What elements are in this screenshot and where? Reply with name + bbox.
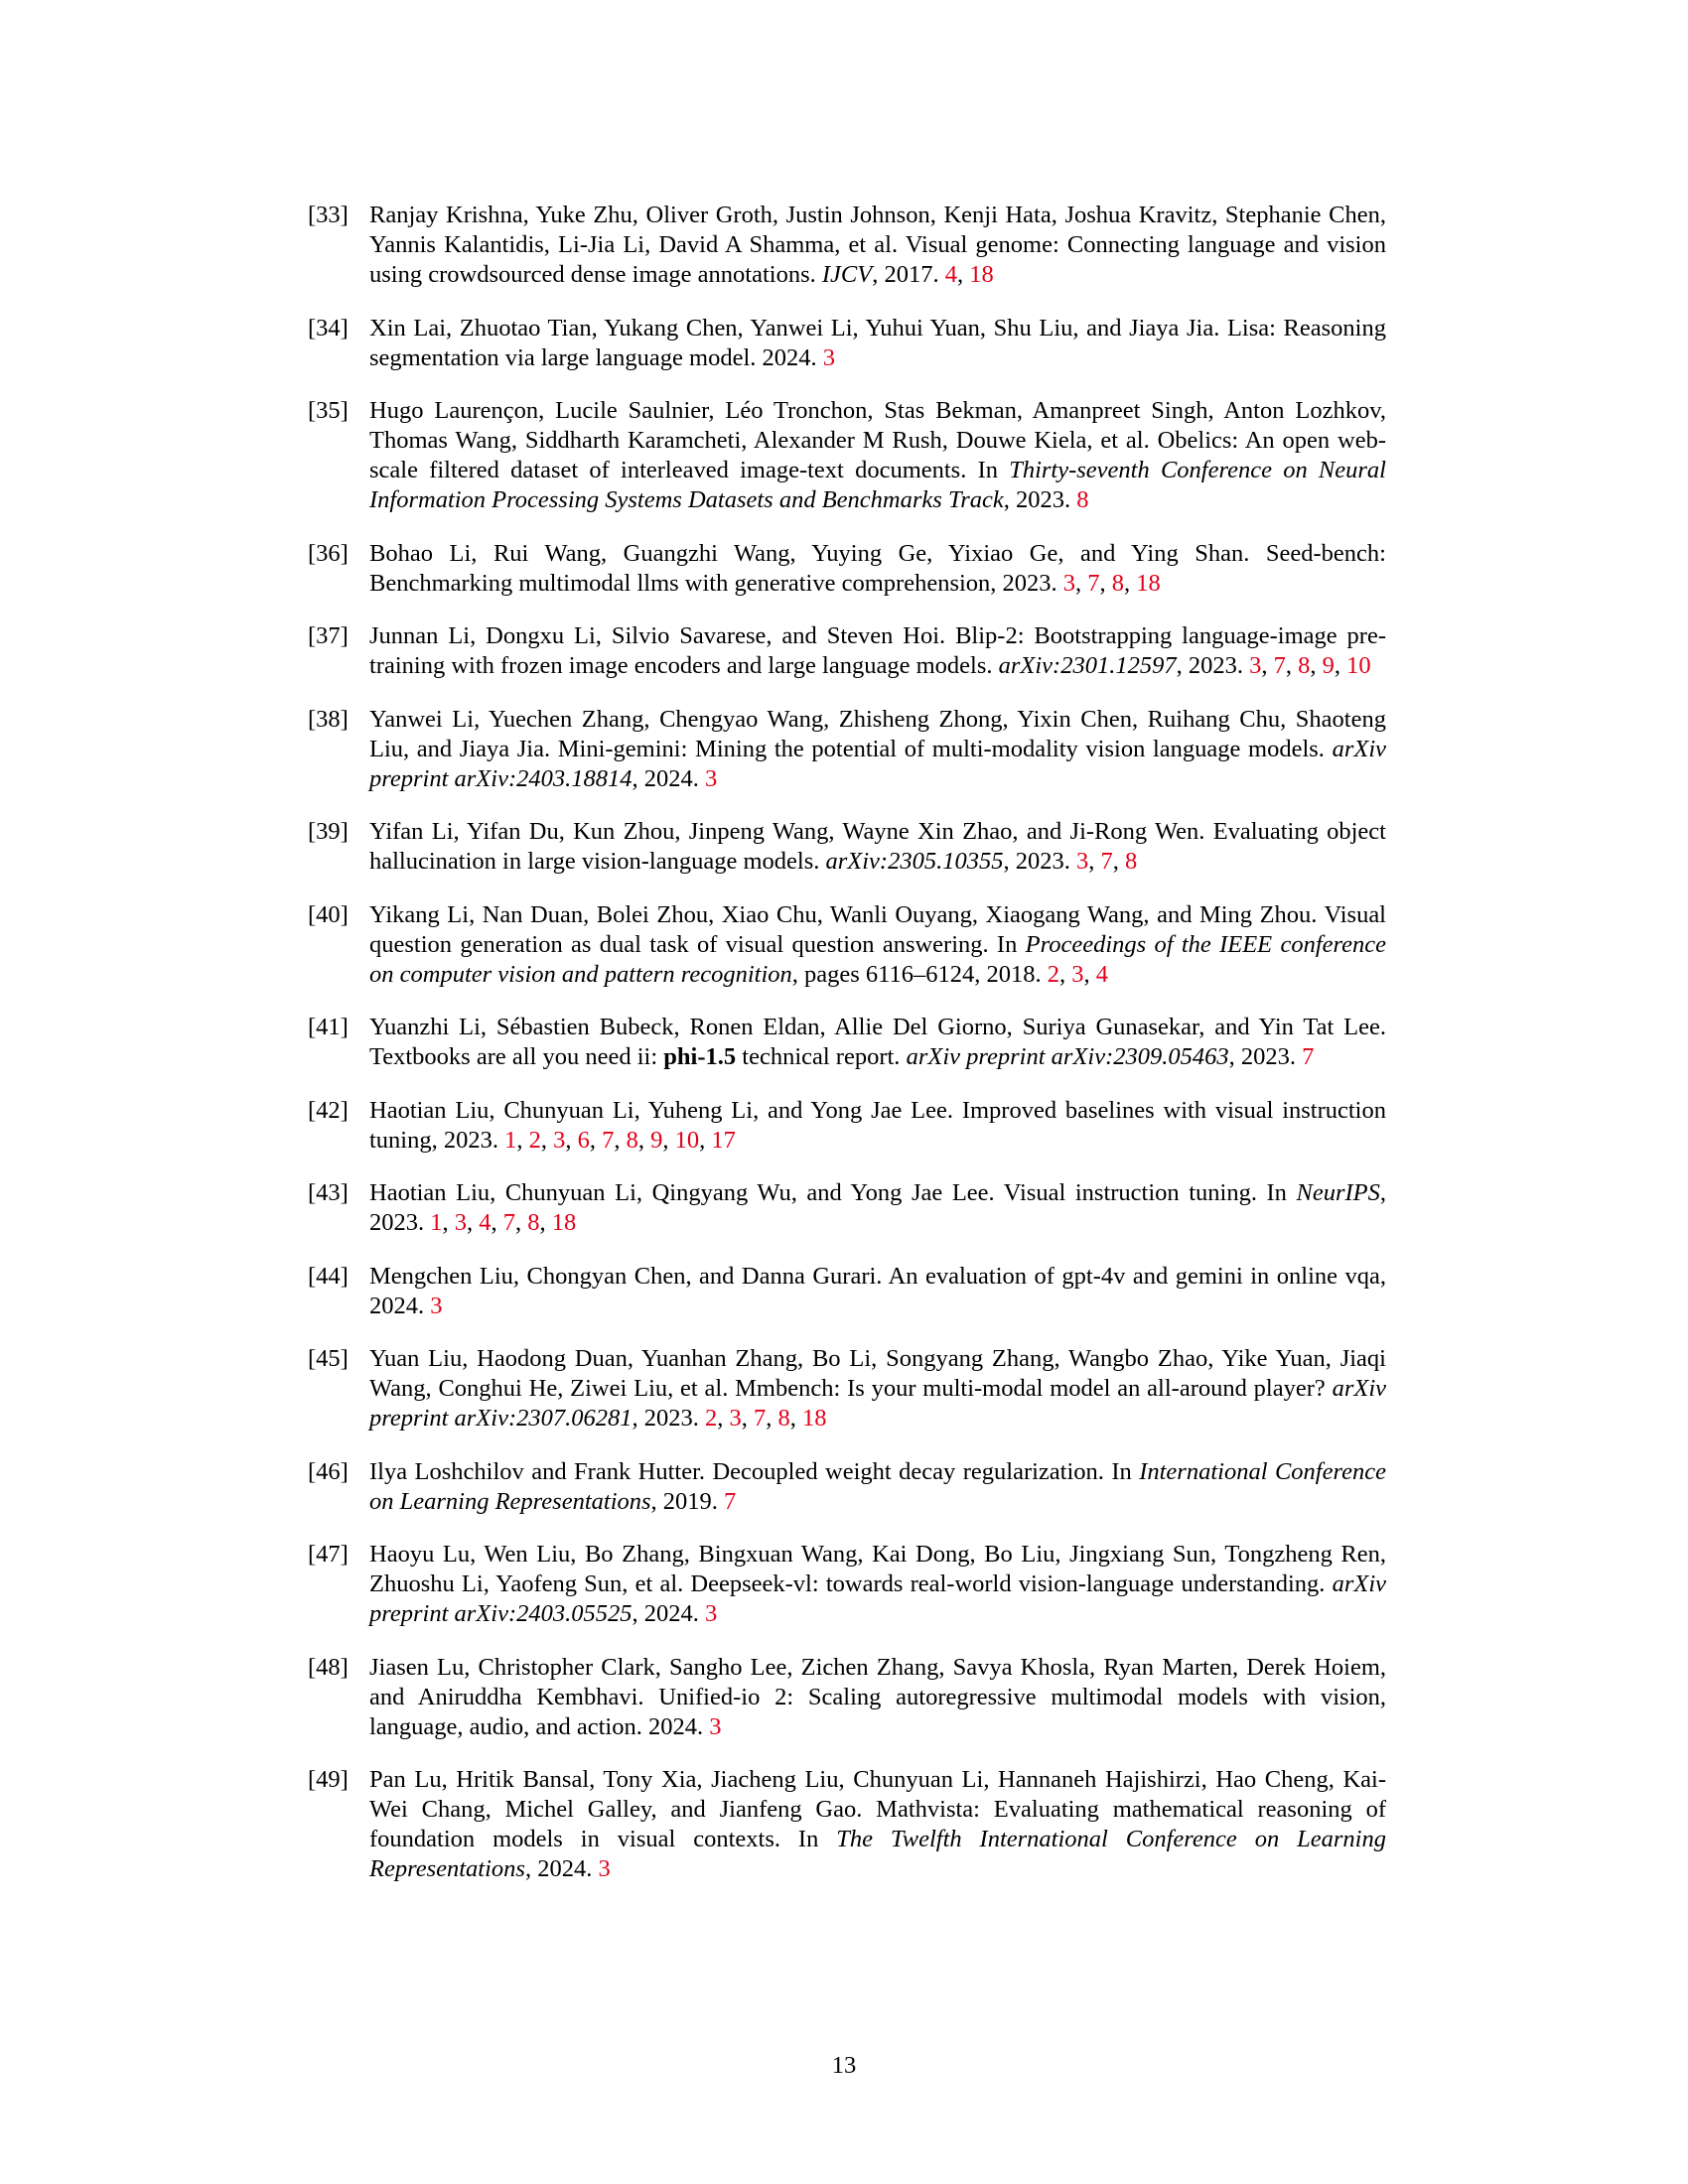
reference-text-run: Mengchen Liu, Chongyan Chen, and Danna Gurari. An evaluation of gpt-4v and gemini in online vqa, 2024. (369, 1262, 1386, 1319)
reference-venue-italic: arXiv preprint arXiv:2307.06281 (369, 1375, 1386, 1432)
page-backref-link[interactable]: 8 (1124, 848, 1138, 875)
reference-number: [49] (308, 1766, 349, 1793)
reference-number: [47] (308, 1541, 349, 1568)
reference-number: [35] (308, 397, 349, 424)
reference-number: [48] (308, 1653, 349, 1681)
reference-text (369, 621, 1386, 681)
reference-item (308, 621, 1386, 681)
reference-venue-italic: arXiv preprint arXiv:2403.05525 (369, 1570, 1386, 1627)
reference-number: [42] (308, 1096, 349, 1124)
reference-text-run: , (1310, 652, 1323, 679)
page-backref-link[interactable]: 7 (1273, 652, 1286, 679)
reference-text-run: Junnan Li, Dongxu Li, Silvio Savarese, and Steven Hoi. Blip-2: Bootstrapping language-image pre-training with frozen image encoders and large language models. (369, 622, 1386, 679)
page-backref-link[interactable]: 1 (504, 1126, 517, 1154)
page-backref-link[interactable]: 8 (1076, 486, 1089, 513)
page-backref-link[interactable]: 9 (1322, 652, 1335, 679)
page-backref-link[interactable]: 17 (711, 1126, 736, 1154)
page-backref-link[interactable]: 18 (1136, 569, 1161, 597)
reference-text-run: , 2024. (632, 764, 705, 792)
reference-item (308, 396, 1386, 515)
reference-list (308, 201, 1386, 1908)
page-backref-link[interactable]: 3 (729, 1405, 742, 1432)
page-backref-link[interactable]: 8 (777, 1405, 790, 1432)
reference-text (369, 817, 1386, 877)
page-backref-link[interactable]: 3 (598, 1855, 611, 1882)
reference-number: [43] (308, 1179, 349, 1206)
reference-text-run: , (741, 1405, 754, 1432)
reference-text-run: , 2023. (1228, 1043, 1303, 1070)
page-backref-link[interactable]: 10 (1346, 652, 1371, 679)
page-backref-link[interactable]: 10 (674, 1126, 700, 1154)
reference-text-run: Yanwei Li, Yuechen Zhang, Chengyao Wang, Zhisheng Zhong, Yixin Chen, Ruihang Chu, Shaoteng Liu, and Jiaya Jia. Mini-gemini: Mining the potential of multi-modality vision language models. (369, 705, 1386, 762)
reference-text (369, 201, 1386, 290)
reference-text-run: , (1261, 652, 1274, 679)
reference-number: [46] (308, 1457, 349, 1485)
reference-number: [39] (308, 818, 349, 845)
reference-text-run: , (1285, 652, 1299, 679)
reference-venue-italic: NeurIPS (1296, 1179, 1380, 1206)
reference-text-run: , (1059, 960, 1072, 988)
reference-text-run: Yikang Li, Nan Duan, Bolei Zhou, Xiao Chu, Wanli Ouyang, Xiaogang Wang, and Ming Zhou. Visual question generation as dual task of visual question answering. In (369, 900, 1386, 958)
page-backref-link[interactable]: 8 (626, 1126, 638, 1154)
reference-text-run: , (717, 1405, 730, 1432)
reference-item (308, 539, 1386, 599)
reference-text-run: , (614, 1126, 627, 1154)
reference-text-run: Haotian Liu, Chunyuan Li, Qingyang Wu, and Yong Jae Lee. Visual instruction tuning. In (369, 1179, 1297, 1206)
reference-text (369, 396, 1386, 515)
reference-text-run: , (1334, 652, 1347, 679)
reference-text (369, 705, 1386, 794)
page-backref-link[interactable]: 7 (1302, 1043, 1315, 1070)
reference-item (308, 705, 1386, 794)
reference-text (369, 1178, 1386, 1238)
reference-text (369, 1765, 1386, 1884)
reference-text (369, 314, 1386, 373)
page-number: 13 (831, 2052, 857, 2079)
reference-item (308, 1653, 1386, 1742)
reference-number: [37] (308, 622, 349, 649)
page-backref-link[interactable]: 4 (479, 1209, 492, 1236)
reference-text (369, 1457, 1386, 1517)
reference-item (308, 1540, 1386, 1629)
reference-text-run: Ilya Loshchilov and Frank Hutter. Decoupled weight decay regularization. In (369, 1457, 1140, 1485)
reference-number: [41] (308, 1014, 349, 1040)
reference-text-run: , (662, 1126, 675, 1154)
reference-text (369, 900, 1386, 990)
reference-number: [40] (308, 900, 349, 928)
reference-text-run: , 2024. (632, 1600, 705, 1627)
page-backref-link[interactable]: 18 (969, 261, 994, 288)
reference-text-run: , 2023. (1003, 848, 1076, 875)
reference-text-run: , (956, 261, 970, 288)
reference-text-run: , (1088, 848, 1101, 875)
reference-text-run: , 2024. (524, 1855, 599, 1882)
reference-venue-italic: arXiv:2305.10355 (825, 848, 1004, 875)
page-backref-link[interactable]: 4 (1095, 960, 1108, 988)
reference-text-run: , (516, 1126, 529, 1154)
reference-text-run: , (442, 1209, 455, 1236)
reference-number: [34] (308, 314, 349, 341)
reference-text-run: , 2023. (369, 1179, 1386, 1236)
reference-bold-term: phi-1.5 (663, 1043, 737, 1070)
reference-text-run: , pages 6116–6124, 2018. (791, 960, 1048, 988)
page-backref-link[interactable]: 3 (553, 1126, 566, 1154)
page-backref-link[interactable]: 3 (822, 343, 836, 371)
page-backref-link[interactable]: 8 (1298, 652, 1311, 679)
reference-text (369, 1653, 1386, 1742)
reference-item (308, 201, 1386, 290)
reference-number: [44] (308, 1262, 349, 1290)
reference-item (308, 1765, 1386, 1884)
reference-text (369, 539, 1386, 599)
reference-text-run: Yuanzhi Li, Sébastien Bubeck, Ronen Eldan, Allie Del Giorno, Suriya Gunasekar, and Yin Tat Lee. Textbooks are all you need ii: (369, 1014, 1386, 1070)
page-backref-link[interactable]: 7 (724, 1487, 737, 1515)
reference-text-run: , 2023. (1003, 486, 1077, 513)
reference-item (308, 1457, 1386, 1517)
page-backref-link[interactable]: 3 (709, 1712, 722, 1740)
reference-text-run: Jiasen Lu, Christopher Clark, Sangho Lee, Zichen Zhang, Savya Khosla, Ryan Marten, Derek Hoiem, and Aniruddha Kembhavi. Unified-io 2: Scaling autoregressive multimodal models with vision, language, audio, and action. 2024. (369, 1653, 1386, 1740)
reference-venue-italic: International Conference on Learning Representations (369, 1457, 1386, 1515)
reference-number: [45] (308, 1345, 349, 1372)
reference-item (308, 1262, 1386, 1321)
page-backref-link[interactable]: 7 (602, 1126, 615, 1154)
reference-text-run: Haotian Liu, Chunyuan Li, Yuheng Li, and Yong Jae Lee. Improved baselines with visual instruction tuning, 2023. (369, 1096, 1386, 1154)
reference-text (369, 1013, 1386, 1072)
reference-text (369, 1540, 1386, 1629)
reference-item (308, 900, 1386, 990)
reference-item (308, 1013, 1386, 1072)
page-backref-link[interactable]: 7 (1087, 569, 1100, 597)
reference-text (369, 1344, 1386, 1433)
reference-venue-italic: arXiv preprint arXiv:2309.05463 (906, 1043, 1229, 1070)
reference-text-run: , (1099, 569, 1112, 597)
page-backref-link[interactable]: 6 (577, 1126, 590, 1154)
reference-text-run: , (789, 1405, 802, 1432)
reference-number: [38] (308, 705, 349, 733)
page-backref-link[interactable]: 7 (502, 1209, 515, 1236)
reference-text-run: technical report. (736, 1043, 907, 1070)
reference-venue-italic: arXiv preprint arXiv:2403.18814 (369, 735, 1386, 792)
page-backref-link[interactable]: 4 (944, 261, 957, 288)
reference-text-run: , 2017. (872, 261, 945, 288)
reference-text-run: , (1075, 569, 1088, 597)
page-backref-link[interactable]: 9 (650, 1126, 663, 1154)
page-backref-link[interactable]: 3 (1062, 569, 1076, 597)
reference-item (308, 817, 1386, 877)
reference-text-run: Bohao Li, Rui Wang, Guangzhi Wang, Yuying Ge, Yixiao Ge, and Ying Shan. Seed-bench: Benchmarking multimodal llms with generative comprehension, 2023. (369, 539, 1386, 597)
reference-text-run: Yuan Liu, Haodong Duan, Yuanhan Zhang, Bo Li, Songyang Zhang, Wangbo Zhao, Yike Yuan, Jiaqi Wang, Conghui He, Ziwei Liu, et al. Mmbench: Is your multi-modal model an all-around player? (369, 1345, 1386, 1402)
reference-item (308, 1344, 1386, 1433)
page-backref-link[interactable]: 3 (1071, 960, 1084, 988)
page-backref-link[interactable]: 3 (705, 764, 718, 792)
reference-number: [36] (308, 539, 349, 567)
page-backref-link[interactable]: 2 (705, 1405, 718, 1432)
reference-text-run: , (699, 1126, 712, 1154)
reference-text-run: , (589, 1126, 603, 1154)
reference-text-run: Ranjay Krishna, Yuke Zhu, Oliver Groth, Justin Johnson, Kenji Hata, Joshua Kravitz, Stephanie Chen, Yannis Kalantidis, Li-Jia Li, David A Shamma, et al. Visual genome: Connecting language and vision using crowdsourced dense image annotations. (369, 202, 1386, 288)
page-backref-link[interactable]: 18 (802, 1405, 827, 1432)
reference-text-run: Yifan Li, Yifan Du, Kun Zhou, Jinpeng Wang, Wayne Xin Zhao, and Ji-Rong Wen. Evaluating object hallucination in large vision-language models. (369, 818, 1386, 875)
page-backref-link[interactable]: 7 (1100, 848, 1113, 875)
page-backref-link[interactable]: 1 (430, 1209, 443, 1236)
reference-venue-italic: Proceedings of the IEEE conference on computer vision and pattern recognition (369, 930, 1387, 988)
reference-text-run: Hugo Laurençon, Lucile Saulnier, Léo Tronchon, Stas Bekman, Amanpreet Singh, Anton Lozhkov, Thomas Wang, Siddharth Karamcheti, Alexander M Rush, Douwe Kiela, et al. Obelics: An open web-scale filtered dataset of interleaved image-text documents. In (369, 397, 1386, 483)
reference-text-run: , (467, 1209, 480, 1236)
reference-text-run: , (1124, 569, 1137, 597)
page-backref-link[interactable]: 3 (705, 1600, 718, 1627)
page-backref-link[interactable]: 18 (551, 1209, 577, 1236)
reference-text-run: Xin Lai, Zhuotao Tian, Yukang Chen, Yanwei Li, Yuhui Yuan, Shu Liu, and Jiaya Jia. Lisa: Reasoning segmentation via large language model. 2024. (369, 314, 1386, 371)
reference-text-run: , (565, 1126, 578, 1154)
reference-text-run: Pan Lu, Hritik Bansal, Tony Xia, Jiacheng Liu, Chunyuan Li, Hannaneh Hajishirzi, Hao Cheng, Kai-Wei Chang, Michel Galley, and Jianfeng Gao. Mathvista: Evaluating mathematical reasoning of foundation models in visual contexts. In (369, 1766, 1386, 1852)
page-backref-link[interactable]: 3 (430, 1292, 443, 1319)
reference-text-run: , (766, 1405, 778, 1432)
page-backref-link[interactable]: 8 (527, 1209, 540, 1236)
reference-item (308, 1178, 1386, 1238)
page-backref-link[interactable]: 2 (528, 1126, 541, 1154)
page-backref-link[interactable]: 8 (1111, 569, 1125, 597)
reference-venue-italic: IJCV (821, 261, 873, 288)
reference-text-run: , (540, 1126, 554, 1154)
reference-text (369, 1262, 1386, 1321)
reference-venue-italic: arXiv:2301.12597 (998, 652, 1177, 679)
page-backref-link[interactable]: 3 (1249, 652, 1262, 679)
page-backref-link[interactable]: 7 (754, 1405, 767, 1432)
reference-number: [33] (308, 202, 349, 228)
reference-text-run: , 2023. (1176, 652, 1250, 679)
reference-text-run: , (491, 1209, 503, 1236)
reference-venue-italic: Thirty-seventh Conference on Neural Information Processing Systems Datasets and Benchmarks Track (369, 457, 1386, 513)
reference-text-run: , 2023. (632, 1405, 705, 1432)
reference-text-run: , (515, 1209, 528, 1236)
reference-item (308, 1096, 1386, 1156)
reference-text-run: , (1083, 960, 1096, 988)
reference-text-run: , (637, 1126, 651, 1154)
page-backref-link[interactable]: 3 (1075, 848, 1089, 875)
page-backref-link[interactable]: 3 (454, 1209, 467, 1236)
reference-text-run: Haoyu Lu, Wen Liu, Bo Zhang, Bingxuan Wang, Kai Dong, Bo Liu, Jingxiang Sun, Tongzheng Ren, Zhuoshu Li, Yaofeng Sun, et al. Deepseek-vl: towards real-world vision-language understanding. (369, 1541, 1386, 1597)
page-backref-link[interactable]: 2 (1047, 960, 1059, 988)
reference-item (308, 314, 1386, 373)
reference-text (369, 1096, 1386, 1156)
reference-text-run: , (539, 1209, 552, 1236)
reference-text-run: , 2019. (650, 1487, 725, 1515)
reference-venue-italic: The Twelfth International Conference on Learning Representations (369, 1826, 1386, 1882)
reference-text-run: , (1112, 848, 1125, 875)
